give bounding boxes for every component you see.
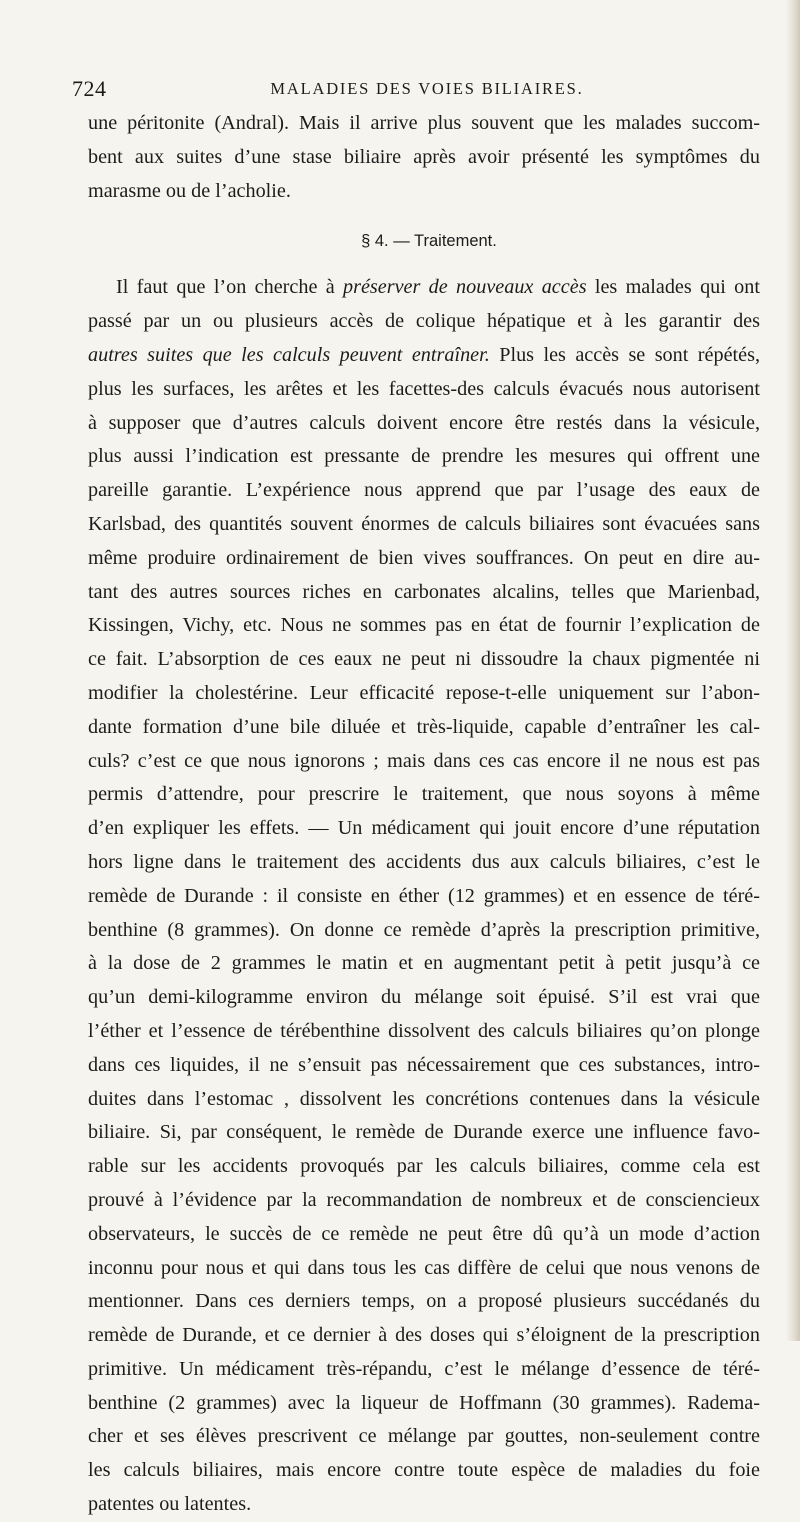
text-run: les malades qui ont <box>586 276 760 299</box>
text-line: duites dans l’estomac , dissolvent les concrétions contenues dans la vésicule <box>88 1087 760 1110</box>
text-line: permis d’attendre, pour prescrire le traitement, que nous soyons à même <box>88 783 760 806</box>
text-line: plus les surfaces, les arêtes et les facettes-des calculs évacués nous autorisent <box>88 377 760 400</box>
text-line: plus aussi l’indication est pressante de prendre les mesures qui offrent une <box>88 445 760 468</box>
text-line: culs? c’est ce que nous ignorons ; mais dans ces cas encore il ne nous est pas <box>88 749 760 772</box>
text-line: pareille garantie. L’expérience nous apprend que par l’usage des eaux de <box>88 479 760 502</box>
body-paragraph <box>88 271 760 1521</box>
intro-paragraph <box>88 107 760 208</box>
text-line: qu’un demi-kilogramme environ du mélange soit épuisé. S’il est vrai que <box>88 986 760 1009</box>
text-line <box>88 271 760 305</box>
text-line: dans ces liquides, il ne s’ensuit pas nécessairement que ces substances, intro- <box>88 1053 760 1076</box>
text-line: rable sur les accidents provoqués par les calculs biliaires, comme cela est <box>88 1155 760 1178</box>
text-line: à la dose de 2 grammes le matin et en augmentant petit à petit jusqu’à ce <box>88 952 760 975</box>
text-line: biliaire. Si, par conséquent, le remède de Durande exerce une influence favo- <box>88 1121 760 1144</box>
text-run: Il faut que l’on cherche à <box>116 276 343 299</box>
text-line: cher et ses élèves prescrivent ce mélange par gouttes, non-seulement contre <box>88 1425 760 1448</box>
text-line: benthine (8 grammes). On donne ce remède d’après la prescription primitive, <box>88 918 760 941</box>
text-line: passé par un ou plusieurs accès de colique hépatique et à les garantir des <box>88 310 760 333</box>
text-line: remède de Durande, et ce dernier à des doses qui s’éloignent de la prescription <box>88 1324 760 1347</box>
text-line: tant des autres sources riches en carbonates alcalins, telles que Marienbad, <box>88 580 760 603</box>
text-line: les calculs biliaires, mais encore contre toute espèce de maladies du foie <box>88 1459 760 1482</box>
text-line: primitive. Un médicament très-répandu, c’est le mélange d’essence de téré- <box>88 1357 760 1380</box>
text-line: marasme ou de l’acholie. <box>88 179 291 202</box>
text-line: bent aux suites d’une stase biliaire après avoir présenté les symptômes du <box>88 145 760 168</box>
text-line: Kissingen, Vichy, etc. Nous ne sommes pas en état de fournir l’explication de <box>88 614 760 637</box>
text-line: d’en expliquer les effets. — Un médicament qui jouit encore d’une réputation <box>88 817 760 840</box>
text-line: même produire ordinairement de bien vives souffrances. On peut en dire au- <box>88 546 760 569</box>
page-header <box>72 76 762 106</box>
page-number: 724 <box>72 76 107 101</box>
text-line: observateurs, le succès de ce remède ne peut être dû qu’à un mode d’action <box>88 1222 760 1245</box>
page-gutter-shadow <box>786 0 800 1341</box>
text-run: Plus les accès se sont répétés, <box>489 343 760 366</box>
text-line: remède de Durande : il consiste en éther (12 grammes) et en essence de téré- <box>88 884 760 907</box>
text-line: une péritonite (Andral). Mais il arrive plus souvent que les malades succom- <box>88 112 760 134</box>
section-heading: § 4. — Traitement. <box>361 232 497 251</box>
text-line: prouvé à l’évidence par la recommandation de nombreux et de consciencieux <box>88 1188 760 1211</box>
emphasis-text: autres suites que les calculs peuvent entraîner. <box>88 343 490 366</box>
text-line: dante formation d’une bile diluée et très-liquide, capable d’entraîner les cal- <box>88 715 760 738</box>
text-line: benthine (2 grammes) avec la liqueur de Hoffmann (30 grammes). Radema- <box>88 1391 760 1414</box>
text-line: modifier la cholestérine. Leur efficacité repose-t-elle uniquement sur l’abon- <box>88 681 760 704</box>
text-line <box>88 339 760 373</box>
text-line: Karlsbad, des quantités souvent énormes de calculs biliaires sont évacuées sans <box>88 512 760 535</box>
text-line: hors ligne dans le traitement des accidents dus aux calculs biliaires, c’est le <box>88 850 760 873</box>
text-block <box>88 107 760 1522</box>
text-line: inconnu pour nous et qui dans tous les cas diffère de celui que nous venons de <box>88 1256 760 1279</box>
text-line: l’éther et l’essence de térébenthine dissolvent des calculs biliaires qu’on plonge <box>88 1019 760 1042</box>
emphasis-text: préserver de nouveaux accès <box>343 276 587 299</box>
running-title: MALADIES DES VOIES BILIAIRES. <box>270 79 584 98</box>
text-line: à supposer que d’autres calculs doivent encore être restés dans la vésicule, <box>88 411 760 434</box>
text-line: patentes ou latentes. <box>88 1493 252 1516</box>
text-line: ce fait. L’absorption de ces eaux ne peut ni dissoudre la chaux pigmentée ni <box>88 648 760 671</box>
text-line: mentionner. Dans ces derniers temps, on a proposé plusieurs succédanés du <box>88 1290 760 1313</box>
